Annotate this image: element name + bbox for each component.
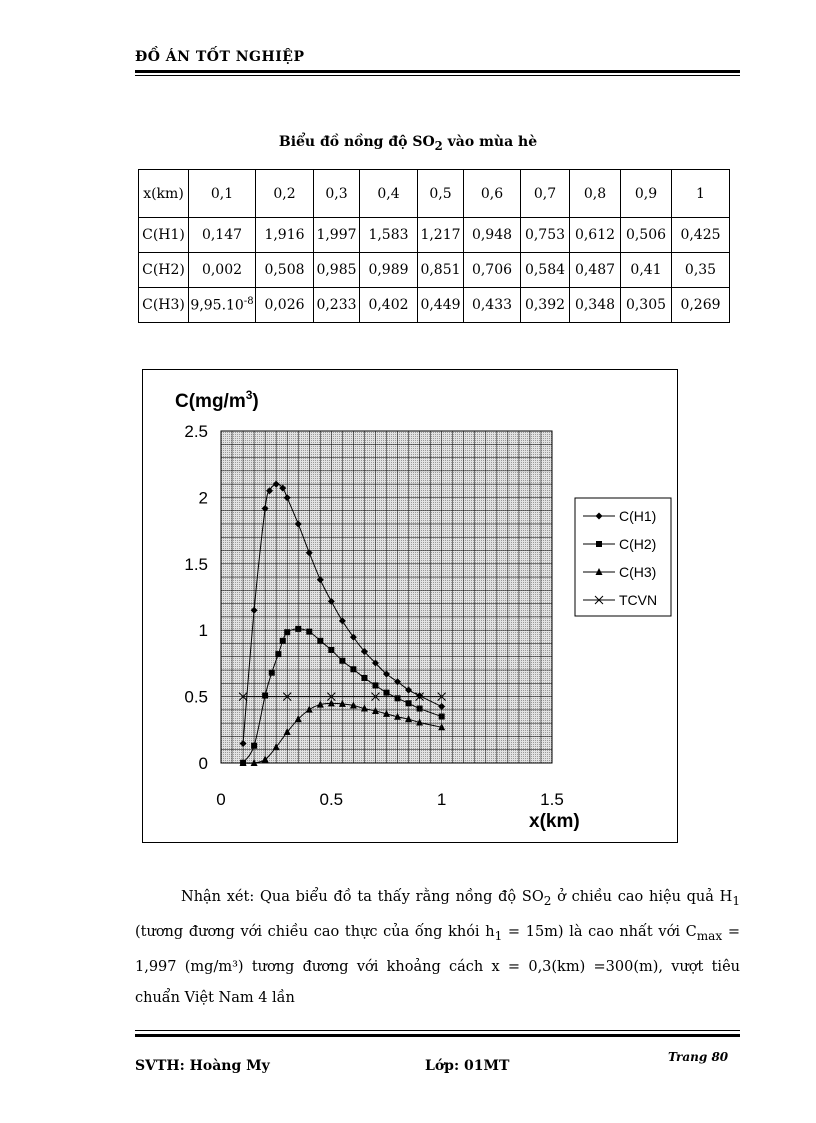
table-cell: 1,217: [418, 218, 464, 253]
table-cell: 1,583: [360, 218, 418, 253]
x-tick-label: 0.5: [319, 790, 344, 809]
x-tick-label: 1: [436, 790, 447, 809]
footer-class: Lớp: 01MT: [425, 1058, 510, 1074]
table-cell: 0,8: [570, 170, 621, 218]
data-point: [417, 706, 423, 712]
page-header-title: ĐỒ ÁN TỐT NGHIỆP: [135, 49, 305, 65]
table-cell: 0,002: [189, 253, 256, 288]
data-point: [280, 638, 286, 644]
table-cell: 0,425: [672, 218, 730, 253]
table-cell: 0,989: [360, 253, 418, 288]
data-point: [284, 629, 290, 635]
y-tick-label: 2.5: [184, 422, 208, 441]
legend-label: C(H1): [619, 508, 657, 524]
comment-paragraph: Nhận xét: Qua biểu đồ ta thấy rằng nồng độ $SO_2$ ở chiều cao hiệu quả $H_1$ (tương đương với chiều cao thực của ống khói $h_1 = 15m$) là cao nhất với $C_{max} = 1,997$ (mg/m³) tương đương với khoảng cách x = 0,3(km) =300(m), vượt tiêu chuẩn Việt Nam 4 lần: [135, 889, 740, 1006]
table-cell: 0,269: [672, 288, 730, 323]
concentration-table: [138, 169, 730, 323]
table-caption: Biểu đồ nồng độ $SO_2$ vào mùa hè: [278, 134, 538, 153]
table-row-label: x(km): [139, 170, 189, 218]
table-cell: 0,402: [360, 288, 418, 323]
table-cell: 0,392: [521, 288, 570, 323]
data-point: [372, 682, 378, 688]
table-cell: 0,985: [314, 253, 360, 288]
data-point: [262, 693, 268, 699]
data-point: [317, 638, 323, 644]
table-row-label: C(H1): [139, 218, 189, 253]
table-cell: 1,916: [256, 218, 314, 253]
table-cell: 0,584: [521, 253, 570, 288]
footer-student: SVTH: Hoàng My: [135, 1058, 270, 1074]
table-cell: 1,997: [314, 218, 360, 253]
data-point: [295, 626, 301, 632]
table-cell: 0,2: [256, 170, 314, 218]
data-point: [350, 666, 356, 672]
data-point: [251, 743, 257, 749]
y-tick-label: 1.5: [184, 554, 208, 574]
table-row-label: C(H3): [139, 288, 189, 323]
data-point: [406, 700, 412, 706]
table-cell: 0,851: [418, 253, 464, 288]
table-cell: 0,233: [314, 288, 360, 323]
x-tick-label: 0: [216, 790, 226, 809]
table-cell: 0,948: [464, 218, 521, 253]
table-cell: 0,3: [314, 170, 360, 218]
concentration-line-chart: [143, 370, 677, 842]
table-row: [139, 253, 730, 288]
table-cell: 0,35: [672, 253, 730, 288]
table-cell: 0,7: [521, 170, 570, 218]
legend-label: TCVN: [619, 592, 658, 608]
legend-label: C(H3): [619, 564, 657, 580]
table-row-label: C(H2): [139, 253, 189, 288]
table-cell: 0,026: [256, 288, 314, 323]
header-rule-thin: [135, 75, 740, 76]
legend-label: C(H2): [619, 536, 657, 552]
table-cell: 0,147: [189, 218, 256, 253]
table-cell: 0,4: [360, 170, 418, 218]
table-cell: 0,5: [418, 170, 464, 218]
table-cell: 0,305: [621, 288, 672, 323]
data-point: [361, 675, 367, 681]
table-cell: 0,753: [521, 218, 570, 253]
header-rule-thick: [135, 70, 740, 73]
data-point: [269, 670, 275, 676]
table-cell: 1: [672, 170, 730, 218]
y-tick-label: 0.5: [184, 687, 208, 707]
legend-marker: [596, 541, 602, 547]
table-cell: 0,449: [418, 288, 464, 323]
table-cell: 0,6: [464, 170, 521, 218]
table-cell: 0,1: [189, 170, 256, 218]
y-tick-label: 1: [198, 621, 208, 641]
y-tick-label: 2: [198, 488, 208, 508]
x-axis-label: x(km): [529, 811, 580, 832]
table-cell: 0,433: [464, 288, 521, 323]
table-cell: $9,95.10^{-8}$: [189, 288, 256, 323]
data-point: [439, 714, 445, 720]
table-cell: 0,9: [621, 170, 672, 218]
table-row: [139, 288, 730, 323]
table-cell: 0,612: [570, 218, 621, 253]
table-cell: 0,487: [570, 253, 621, 288]
data-point: [275, 651, 281, 657]
data-point: [328, 647, 334, 653]
table-cell: 0,706: [464, 253, 521, 288]
chart-frame: [142, 369, 678, 843]
data-point: [339, 658, 345, 664]
y-axis-label: $C(mg/m^3)$: [175, 388, 259, 412]
table-cell: 0,506: [621, 218, 672, 253]
table-row: [139, 218, 730, 253]
table-header-row: [139, 170, 730, 218]
table-cell: 0,348: [570, 288, 621, 323]
x-tick-label: 1.5: [540, 790, 564, 809]
y-tick-label: 0: [198, 754, 208, 773]
data-point: [306, 629, 312, 635]
table-cell: 0,508: [256, 253, 314, 288]
data-point: [384, 690, 390, 696]
footer-rule-thick: [135, 1034, 740, 1037]
table-cell: 0,41: [621, 253, 672, 288]
footer-page-number: Trang 80: [668, 1050, 729, 1064]
footer-rule-thin: [135, 1030, 740, 1031]
